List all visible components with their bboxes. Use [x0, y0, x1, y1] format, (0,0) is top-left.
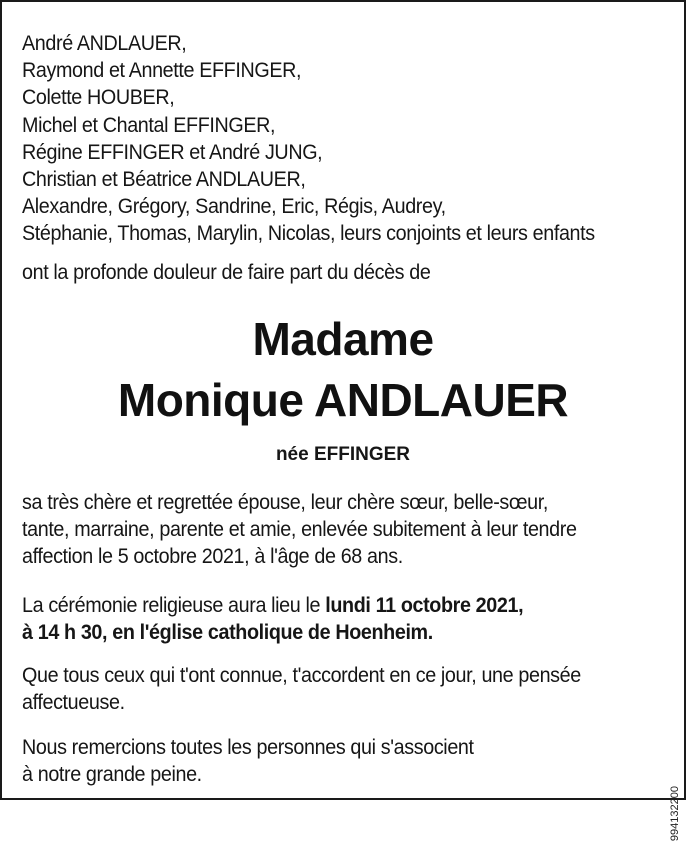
ceremony-date: lundi 11 octobre 2021, [325, 594, 524, 617]
family-name-line: Stéphanie, Thomas, Marylin, Nicolas, leurs conjoints et leurs enfants [22, 222, 595, 246]
description-paragraph [22, 489, 577, 570]
family-name-line: Colette HOUBER, [22, 86, 175, 110]
family-name-line: Alexandre, Grégory, Sandrine, Eric, Régis, Audrey, [22, 195, 446, 219]
ceremony-time-place: à 14 h 30, en l'église catholique de Hoenheim. [22, 621, 433, 644]
ceremony-prefix: La cérémonie religieuse aura lieu le [22, 594, 326, 617]
family-names-list [22, 30, 595, 248]
ceremony-paragraph [22, 592, 523, 646]
family-name-line: Michel et Chantal EFFINGER, [22, 113, 276, 137]
thanks-line: à notre grande peine. [22, 763, 202, 786]
description-line: sa très chère et regrettée épouse, leur chère sœur, belle-sœur, [22, 491, 549, 514]
family-name-line: Raymond et Annette EFFINGER, [22, 59, 302, 83]
wish-line: affectueuse. [22, 691, 125, 714]
description-line: affection le 5 octobre 2021, à l'âge de 68 ans. [22, 545, 403, 568]
description-line: tante, marraine, parente et amie, enlevée subitement à leur tendre [22, 518, 577, 541]
thanks-paragraph [22, 734, 474, 788]
family-name-line: André ANDLAUER, [22, 32, 187, 55]
family-name-line: Régine EFFINGER et André JUNG, [22, 140, 323, 164]
reference-number: 994132200 [669, 786, 681, 841]
deceased-salutation: Madame [252, 313, 434, 365]
wish-line: Que tous ceux qui t'ont connue, t'accordent en ce jour, une pensée [22, 664, 581, 687]
ceremony-line-1 [22, 592, 523, 619]
family-name-line: Christian et Béatrice ANDLAUER, [22, 168, 306, 192]
wish-paragraph [22, 662, 581, 716]
thanks-line: Nous remercions toutes les personnes qui s'associent [22, 736, 474, 759]
announcement-intro: ont la profonde douleur de faire part du décès de [22, 261, 431, 284]
deceased-name: Monique ANDLAUER [117, 374, 569, 426]
maiden-name: née EFFINGER [275, 444, 411, 465]
